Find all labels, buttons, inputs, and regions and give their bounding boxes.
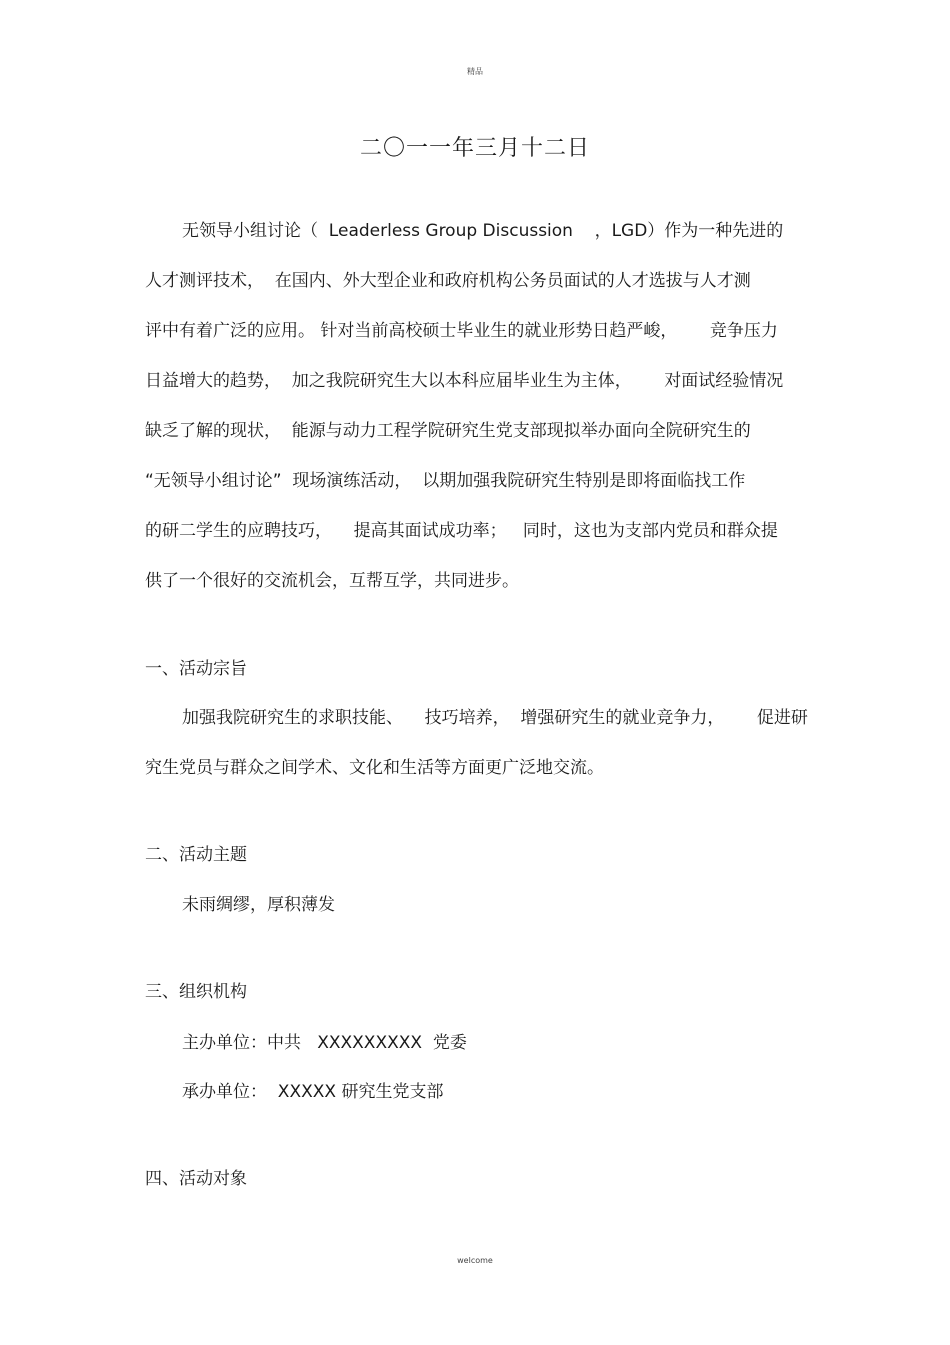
- section-heading: 三、组织机构: [145, 982, 247, 1002]
- section-line: 究生党员与群众之间学术、文化和生活等方面更广泛地交流。: [145, 758, 604, 778]
- section-line: 未雨绸缪，厚积薄发: [182, 895, 335, 915]
- footer-mark: welcome: [457, 1256, 493, 1265]
- intro-line: 缺乏了解的现状， 能源与动力工程学院研究生党支部现拟举办面向全院研究生的: [145, 421, 751, 441]
- section-line: 主办单位：中共 XXXXXXXXX 党委: [182, 1033, 467, 1053]
- intro-line: 无领导小组讨论（ Leaderless Group Discussion ，LGD）作为一种先进的: [182, 221, 784, 241]
- intro-line: 评中有着广泛的应用。 针对当前高校硕士毕业生的就业形势日趋严峻， 竞争压力: [145, 321, 778, 341]
- intro-line: 人才测评技术， 在国内、外大型企业和政府机构公务员面试的人才选拔与人才测: [145, 271, 751, 291]
- intro-line: “无领导小组讨论” 现场演练活动， 以期加强我院研究生特别是即将面临找工作: [145, 471, 746, 491]
- section-line: 加强我院研究生的求职技能、 技巧培养， 增强研究生的就业竞争力， 促进研: [182, 708, 808, 728]
- section-heading: 二、活动主题: [145, 845, 247, 865]
- date-title: 二〇一一年三月十二日: [359, 136, 590, 161]
- header-mark: 精品: [467, 67, 483, 76]
- intro-line: 供了一个很好的交流机会，互帮互学，共同进步。: [145, 571, 519, 591]
- intro-line: 的研二学生的应聘技巧， 提高其面试成功率； 同时，这也为支部内党员和群众提: [145, 521, 778, 541]
- section-line: 承办单位： XXXXX 研究生党支部: [182, 1082, 444, 1102]
- section-heading: 四、活动对象: [145, 1169, 247, 1189]
- section-heading: 一、活动宗旨: [145, 659, 247, 679]
- intro-line: 日益增大的趋势， 加之我院研究生大以本科应届毕业生为主体， 对面试经验情况: [145, 371, 784, 391]
